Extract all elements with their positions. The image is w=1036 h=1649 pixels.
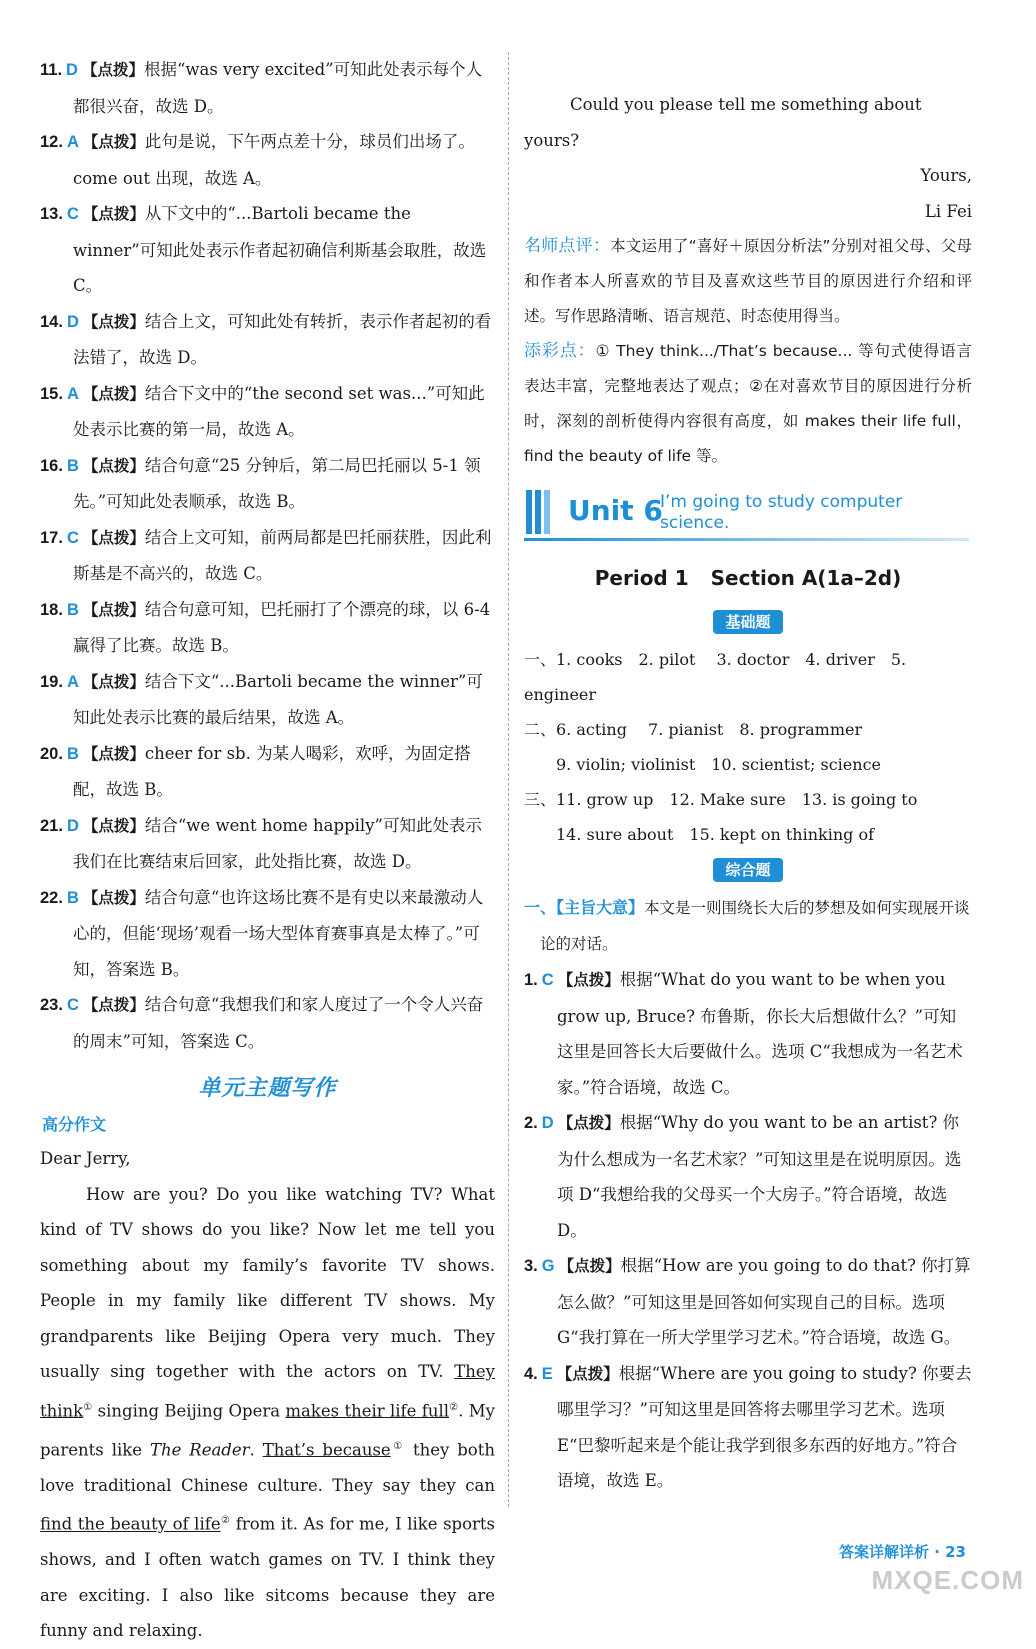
watermark: MXQE.COM [871, 1565, 1024, 1595]
item-text: 结合句意“也许这场比赛不是有史以来最激动人心的，但能‘现场’观看一场大型体育赛事真是太棒了。”可知，答案选 B。 [73, 887, 484, 979]
item-number: 1. [524, 971, 538, 989]
item-answer: C [66, 205, 79, 223]
item-answer: G [541, 1257, 555, 1275]
item-tag: 【点拨】 [558, 1257, 621, 1275]
item-text: 结合句意“我想我们和家人度过了一个令人兴奋的周末”可知，答案选 C。 [73, 995, 484, 1051]
item-answer: B [66, 600, 79, 619]
answer-item [40, 52, 495, 124]
essay-closing-question: Could you please tell me something about yours? [524, 95, 922, 150]
answer-item [40, 736, 495, 808]
item-text: 结合“we went home happily”可知此处表示我们在比赛结束后回家，此处指比赛，故选 D。 [73, 815, 482, 871]
item-number: 16. [40, 456, 63, 475]
item-text: 根据“What do you want to be when you grow up, Bruce? 布鲁斯，你长大后想做什么？”可知这里是回答长大后要做什么。选项 C“我想成为一名艺术家。”符合语境，故选 C。 [557, 970, 963, 1097]
answer-item [40, 664, 495, 736]
answer-list-left [40, 52, 495, 1059]
answer-item [40, 592, 495, 664]
item-tag: 【点拨】 [556, 1364, 619, 1383]
item-number: 22. [40, 888, 63, 907]
right-column-main [524, 52, 972, 1499]
item-answer: B [66, 456, 79, 475]
item-tag: 【点拨】 [82, 672, 145, 691]
item-answer: A [66, 672, 79, 691]
unit-banner [524, 486, 972, 548]
item-text: 根据“Where are you going to study? 你要去哪里学习？”可知这里是回答将去哪里学习艺术。选项 E“巴黎听起来是个能让我学到很多东西的好地方。”符合语境，故选 E。 [557, 1363, 972, 1490]
unit-bars-icon [526, 490, 553, 538]
marker: ① [390, 1440, 406, 1452]
marker: ② [220, 1515, 231, 1526]
essay-signature: Li Fei [924, 201, 972, 221]
left-column [40, 52, 495, 1649]
answer-item [40, 808, 495, 880]
basic-answer-line: 二、6. acting 7. pianist 8. programmer [524, 720, 863, 739]
item-answer: D [66, 61, 78, 79]
answer-item [40, 880, 495, 988]
essay-closing: Yours, [920, 166, 972, 185]
item-text: 从下文中的“...Bartoli became the winner”可知此处表示作者起初确信利斯基会取胜，故选 C。 [73, 204, 487, 295]
marker: ① [83, 1401, 93, 1413]
column-divider [508, 52, 509, 1507]
item-tag: 【点拨】 [82, 205, 145, 223]
essay-text: How are you? Do you like watching TV? What kind of TV shows do you like? Now let me tell you something about my family’s favorite TV shows. People in my family like different TV shows. My grandparents like Beijing Opera very much. They usually sing together with the actors on TV. [40, 1184, 495, 1381]
summary-lead: 一、【主旨大意】 [524, 898, 645, 917]
item-number: 4. [524, 1364, 538, 1383]
item-answer: E [541, 1364, 553, 1383]
summary [524, 890, 972, 962]
basic-answer-line: 一、1. cooks 2. pilot 3. doctor 4. driver 5. engineer [524, 650, 907, 704]
comment-label: 名师点评： [524, 236, 611, 256]
item-tag: 【点拨】 [82, 888, 145, 907]
section-label: Section A(1a–2d) [710, 566, 902, 590]
basic-answer-line: 14. sure about 15. kept on thinking of [524, 825, 875, 844]
basic-badge: 基础题 [713, 610, 783, 634]
essay [40, 1141, 495, 1649]
item-number: 2. [524, 1114, 538, 1132]
item-answer: A [66, 133, 79, 151]
item-number: 23. [40, 996, 63, 1014]
highlight-text: ① They think.../That’s because... 等句式使得语言表达丰富，完整地表达了观点；②在对喜欢节目的原因进行分析时，深刻的剖析使得内容很有高度，如 makes their life full，find the beauty of life 等。 [524, 342, 972, 465]
highlight-phrase: That’s because [262, 1440, 391, 1459]
item-number: 21. [40, 816, 63, 835]
highlight-label: 添彩点： [524, 341, 596, 361]
item-number: 19. [40, 672, 63, 691]
item-tag: 【点拨】 [82, 816, 145, 835]
basic-answer-line: 9. violin; violinist 10. scientist; science [524, 755, 881, 774]
item-number: 11. [40, 61, 63, 79]
teacher-comment [524, 229, 972, 334]
item-answer: D [66, 816, 79, 835]
essay-text: singing Beijing Opera [92, 1401, 286, 1420]
item-answer: C [66, 528, 79, 547]
item-tag: 【点拨】 [557, 971, 620, 989]
item-number: 12. [40, 133, 63, 151]
item-tag: 【点拨】 [82, 312, 145, 331]
marker: ② [449, 1401, 459, 1413]
comprehensive-badge: 综合题 [713, 858, 783, 882]
item-tag: 【点拨】 [557, 1114, 620, 1132]
summary-text: 本文是一则围绕长大后的梦想及如何实现展开谈论的对话。 [540, 899, 970, 953]
item-answer: C [541, 971, 554, 989]
answer-item [40, 520, 495, 592]
item-text: 结合上文可知，前两局都是巴托丽获胜，因此利斯基是不高兴的，故选 C。 [73, 527, 492, 583]
answer-item [524, 1248, 972, 1356]
answer-item [524, 962, 972, 1105]
essay-text: they both love traditional Chinese culture. They say they can [40, 1440, 495, 1495]
answer-item [40, 376, 495, 448]
answer-item [40, 196, 495, 304]
item-number: 20. [40, 744, 63, 763]
answer-item [40, 304, 495, 376]
item-answer: B [66, 744, 79, 763]
highlight-phrase: makes their life full [285, 1401, 450, 1420]
show-title: The Reader [149, 1440, 250, 1459]
item-text: 结合句意可知，巴托丽打了个漂亮的球，以 6-4 赢得了比赛。故选 B。 [73, 599, 491, 655]
item-answer: C [66, 996, 79, 1014]
unit-underline [524, 538, 969, 541]
answer-item [40, 124, 495, 196]
essay-text: from it. As for me, I like sports shows, and I often watch games on TV. I think they are exciting. I also like sitcoms because they are funny and relaxing. [40, 1514, 496, 1640]
item-tag: 【点拨】 [82, 996, 145, 1014]
item-answer: A [66, 384, 79, 403]
basic-answer-line: 三、11. grow up 12. Make sure 13. is going to [524, 790, 918, 809]
item-tag: 【点拨】 [82, 456, 145, 475]
item-text: 结合上文，可知此处有转折，表示作者起初的看法错了，故选 D。 [73, 311, 492, 367]
highlight-note [524, 334, 972, 474]
item-tag: 【点拨】 [82, 744, 145, 763]
item-tag: 【点拨】 [82, 600, 145, 619]
item-answer: D [541, 1114, 554, 1132]
answer-item [524, 1105, 972, 1248]
item-text: 根据“Why do you want to be an artist? 你为什么想成为一名艺术家？”可知这里是在说明原因。选项 D“我想给我的父母买一个大房子。”符合语境，故选 D。 [557, 1113, 962, 1240]
essay-paragraph: How are you? Do you like watching TV? What kind of TV shows do you like? Now let me tell you something about my family’s favorite TV shows. People in my family like different TV shows. My grandparents like Beijing Opera very much. They usually sing together with the actors on TV. They think① singing Beijing Opera makes their life full②. My parents like The Reader. That’s because① they both love traditional Chinese culture. They say they can find the beauty of life② from it. As for me, I like sports shows, and I often watch games on TV. I think they are exciting. I also like sitcoms because they are funny and relaxing. [40, 1184, 496, 1640]
item-number: 13. [40, 205, 63, 223]
highlight-phrase: find the beauty of life [40, 1514, 221, 1534]
item-number: 17. [40, 528, 63, 547]
item-number: 14. [40, 312, 63, 331]
answer-item [40, 987, 495, 1059]
item-text: 结合句意“25 分钟后，第二局巴托丽以 5-1 领先。”可知此处表顺承，故选 B。 [73, 455, 481, 511]
answer-item [524, 1356, 972, 1499]
answer-list-right [524, 962, 972, 1499]
writing-sub-title: 高分作文 [42, 1115, 107, 1134]
essay-text: . [249, 1440, 263, 1459]
item-tag: 【点拨】 [81, 61, 144, 79]
item-text: cheer for sb. 为某人喝彩，欢呼，为固定搭配，故选 B。 [73, 743, 471, 799]
page-footer: 答案详解详析 · 23 [838, 1543, 966, 1561]
item-text: 结合下文中的“the second set was...”可知此处表示比赛的第一局，故选 A。 [73, 383, 485, 439]
essay-greeting: Dear Jerry, [40, 1149, 131, 1168]
period-label: Period 1 [594, 566, 689, 590]
item-text: 根据“was very excited”可知此处表示每个人都很兴奋，故选 D。 [73, 60, 483, 116]
item-text: 此句是说，下午两点差十分，球员们出场了。come out 出现，故选 A。 [73, 132, 475, 188]
item-number: 15. [40, 384, 63, 403]
item-answer: D [66, 312, 79, 331]
comment-text: 本文运用了“喜好＋原因分析法”分别对祖父母、父母和作者本人所喜欢的节目及喜欢这些节目的原因进行介绍和评述。写作思路清晰、语言规范、时态使用得当。 [524, 237, 973, 325]
writing-section-title: 单元主题写作 [198, 1076, 337, 1101]
answer-item [40, 448, 495, 520]
period-heading [524, 566, 972, 590]
item-text: 根据“How are you going to do that? 你打算怎么做？”可知这里是回答如何实现自己的目标。选项 G“我打算在一所大学里学习艺术。”符合语境，故选 G。 [557, 1256, 971, 1347]
highlight-phrase: They think [40, 1362, 495, 1420]
item-text: 结合下文“...Bartoli became the winner”可知此处表示比赛的最后结果，故选 A。 [73, 671, 483, 727]
item-tag: 【点拨】 [82, 384, 145, 403]
basic-answers [524, 642, 972, 852]
unit-label: Unit 6 [568, 494, 663, 527]
essay-text: My parents like [40, 1401, 495, 1459]
item-answer: B [66, 888, 79, 907]
item-tag: 【点拨】 [82, 528, 145, 547]
item-tag: 【点拨】 [82, 133, 145, 151]
item-number: 18. [40, 600, 63, 619]
unit-subtitle: I’m going to study computer science. [660, 492, 903, 533]
item-number: 3. [524, 1257, 538, 1275]
